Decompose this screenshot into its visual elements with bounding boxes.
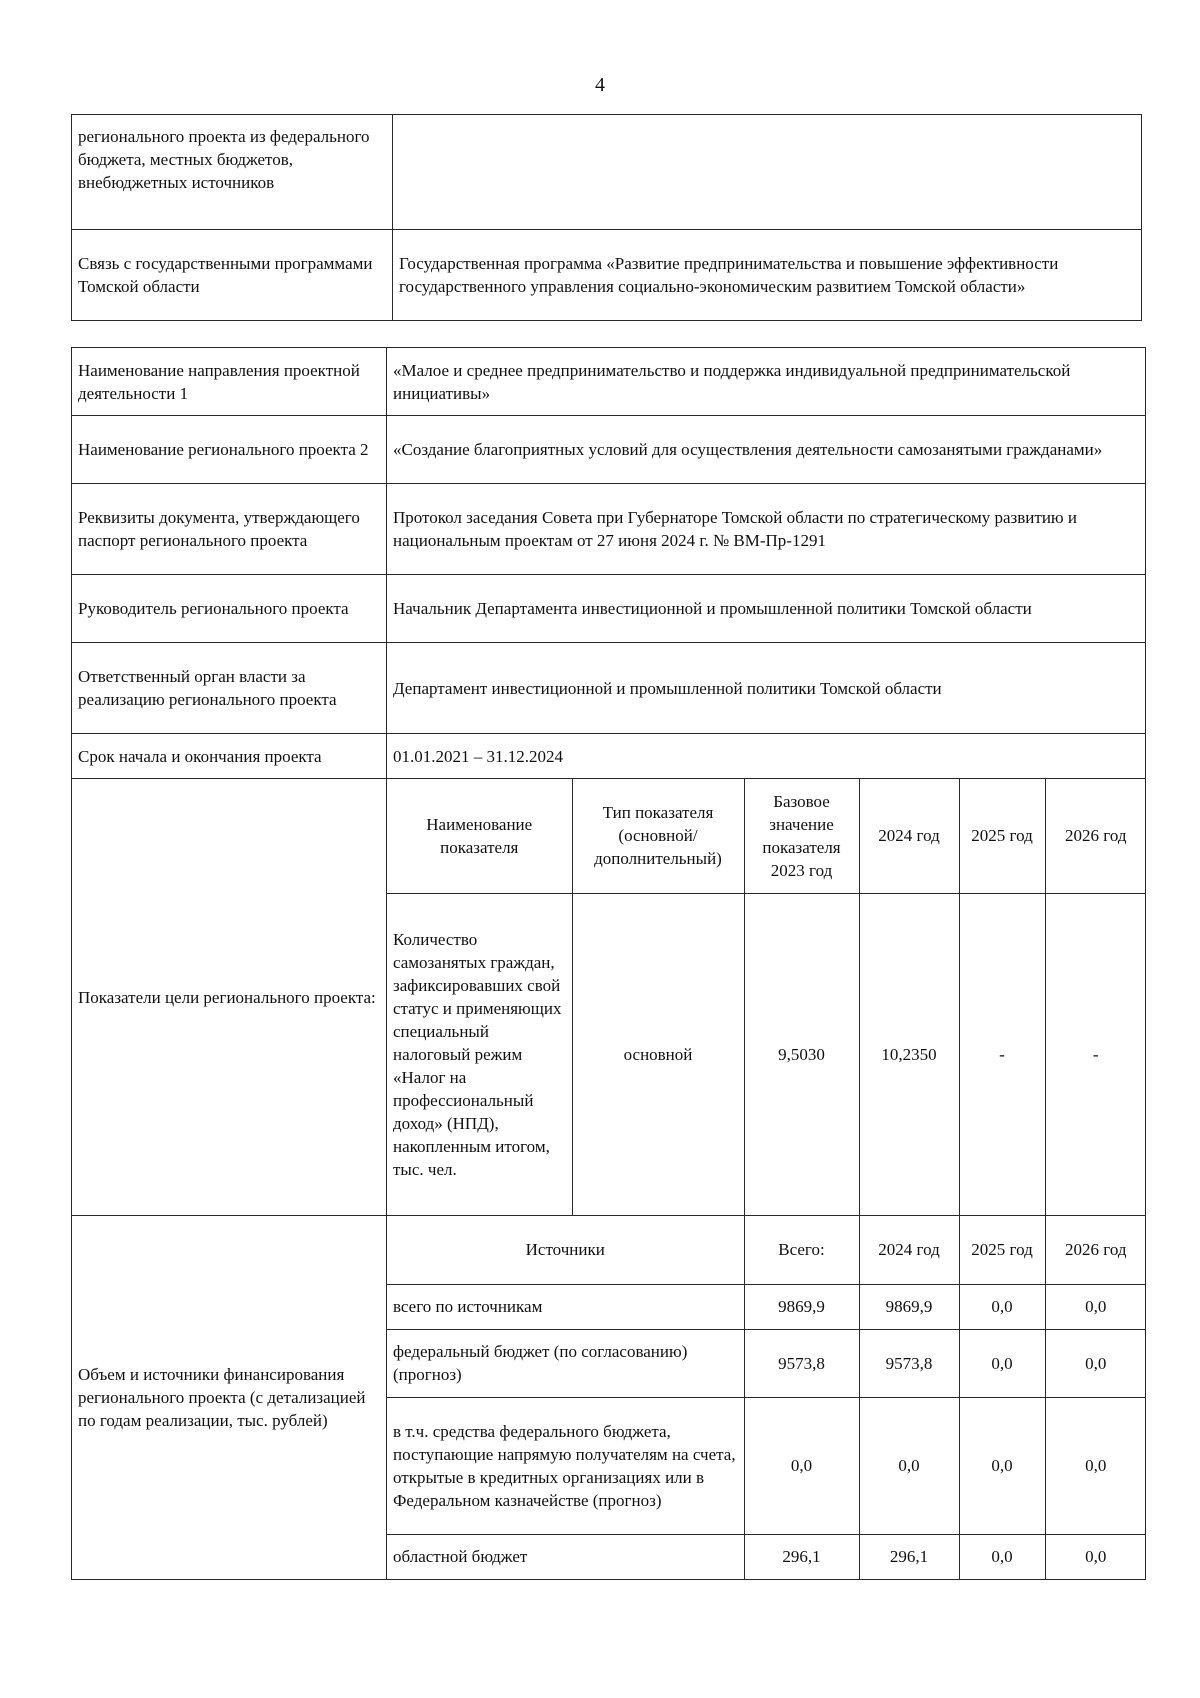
indicator-value-2025: -	[959, 893, 1045, 1215]
source-2024: 9573,8	[859, 1329, 959, 1397]
indicators-table	[387, 779, 1146, 1215]
page-number: 4	[595, 74, 605, 96]
table-row	[72, 348, 1146, 416]
indicator-value-2024: 10,2350	[859, 893, 959, 1215]
header-indicator-type: Тип показателя (основной/ дополнительный)	[572, 779, 744, 893]
indicators-header-row	[387, 779, 1146, 893]
financing-table	[387, 1216, 1146, 1579]
source-2025: 0,0	[959, 1284, 1045, 1329]
indicator-row	[387, 893, 1146, 1215]
financing-row	[72, 1216, 1146, 1580]
source-name: областной бюджет	[387, 1534, 744, 1579]
row-label: Наименование направления проектной деятельности 1	[72, 348, 387, 416]
financing-data-row	[387, 1534, 1146, 1579]
source-name: федеральный бюджет (по согласованию) (прогноз)	[387, 1329, 744, 1397]
source-2026: 0,0	[1045, 1284, 1146, 1329]
financing-label: Объем и источники финансирования регионального проекта (с детализацией по годам реализации, тыс. рублей)	[72, 1216, 387, 1580]
table-row	[72, 115, 1142, 230]
source-name: всего по источникам	[387, 1284, 744, 1329]
source-total: 9573,8	[744, 1329, 859, 1397]
row-label: Реквизиты документа, утверждающего паспорт регионального проекта	[72, 484, 387, 575]
source-2025: 0,0	[959, 1397, 1045, 1534]
table-row	[72, 734, 1146, 779]
row-label: Срок начала и окончания проекта	[72, 734, 387, 779]
indicator-base-value: 9,5030	[744, 893, 859, 1215]
row-value: Государственная программа «Развитие предпринимательства и повышение эффективности государственного управления социально-экономическим развитием Томской области»	[393, 230, 1142, 321]
row-value: Протокол заседания Совета при Губернаторе Томской области по стратегическому развитию и национальным проектам от 27 июня 2024 г. № ВМ-Пр-1291	[387, 484, 1146, 575]
row-value: Начальник Департамента инвестиционной и промышленной политики Томской области	[387, 575, 1146, 643]
table-row	[72, 643, 1146, 734]
header-year-2026: 2026 год	[1045, 779, 1146, 893]
program-links-table	[71, 114, 1142, 321]
financing-data-row	[387, 1284, 1146, 1329]
indicator-value-2026: -	[1045, 893, 1146, 1215]
source-total: 0,0	[744, 1397, 859, 1534]
source-2025: 0,0	[959, 1329, 1045, 1397]
indicators-label: Показатели цели регионального проекта:	[72, 779, 387, 1216]
financing-data-row	[387, 1329, 1146, 1397]
header-year-2025: 2025 год	[959, 1216, 1045, 1284]
header-base-value: Базовое значение показателя 2023 год	[744, 779, 859, 893]
table-row	[72, 484, 1146, 575]
project-passport-table	[71, 347, 1146, 1580]
header-total: Всего:	[744, 1216, 859, 1284]
row-value: Департамент инвестиционной и промышленной политики Томской области	[387, 643, 1146, 734]
row-value	[393, 115, 1142, 230]
financing-data-row	[387, 1397, 1146, 1534]
indicator-type: основной	[572, 893, 744, 1215]
header-year-2025: 2025 год	[959, 779, 1045, 893]
source-2024: 296,1	[859, 1534, 959, 1579]
source-total: 296,1	[744, 1534, 859, 1579]
table-row	[72, 416, 1146, 484]
row-label: Руководитель регионального проекта	[72, 575, 387, 643]
row-value: «Малое и среднее предпринимательство и поддержка индивидуальной предпринимательской инициативы»	[387, 348, 1146, 416]
financing-header-row	[387, 1216, 1146, 1284]
row-label: Наименование регионального проекта 2	[72, 416, 387, 484]
table-row	[72, 575, 1146, 643]
source-2024: 0,0	[859, 1397, 959, 1534]
source-2026: 0,0	[1045, 1534, 1146, 1579]
source-2026: 0,0	[1045, 1329, 1146, 1397]
row-value: 01.01.2021 – 31.12.2024	[387, 734, 1146, 779]
header-year-2026: 2026 год	[1045, 1216, 1146, 1284]
indicators-row	[72, 779, 1146, 1216]
source-name: в т.ч. средства федерального бюджета, поступающие напрямую получателям на счета, открытые в кредитных организациях или в Федеральном казначействе (прогноз)	[387, 1397, 744, 1534]
header-year-2024: 2024 год	[859, 1216, 959, 1284]
source-2026: 0,0	[1045, 1397, 1146, 1534]
financing-cell	[387, 1216, 1146, 1580]
row-label: Связь с государственными программами Томской области	[72, 230, 393, 321]
source-2024: 9869,9	[859, 1284, 959, 1329]
header-year-2024: 2024 год	[859, 779, 959, 893]
row-label: Ответственный орган власти за реализацию регионального проекта	[72, 643, 387, 734]
source-total: 9869,9	[744, 1284, 859, 1329]
source-2025: 0,0	[959, 1534, 1045, 1579]
indicator-name: Количество самозанятых граждан, зафиксировавших свой статус и применяющих специальный налоговый режим «Налог на профессиональный доход» (НПД), накопленным итогом, тыс. чел.	[387, 893, 572, 1215]
header-sources: Источники	[387, 1216, 744, 1284]
header-indicator-name: Наименование показателя	[387, 779, 572, 893]
table-row	[72, 230, 1142, 321]
row-value: «Создание благоприятных условий для осуществления деятельности самозанятыми гражданами»	[387, 416, 1146, 484]
indicators-cell	[387, 779, 1146, 1216]
row-label: регионального проекта из федерального бюджета, местных бюджетов, внебюджетных источников	[72, 115, 393, 230]
